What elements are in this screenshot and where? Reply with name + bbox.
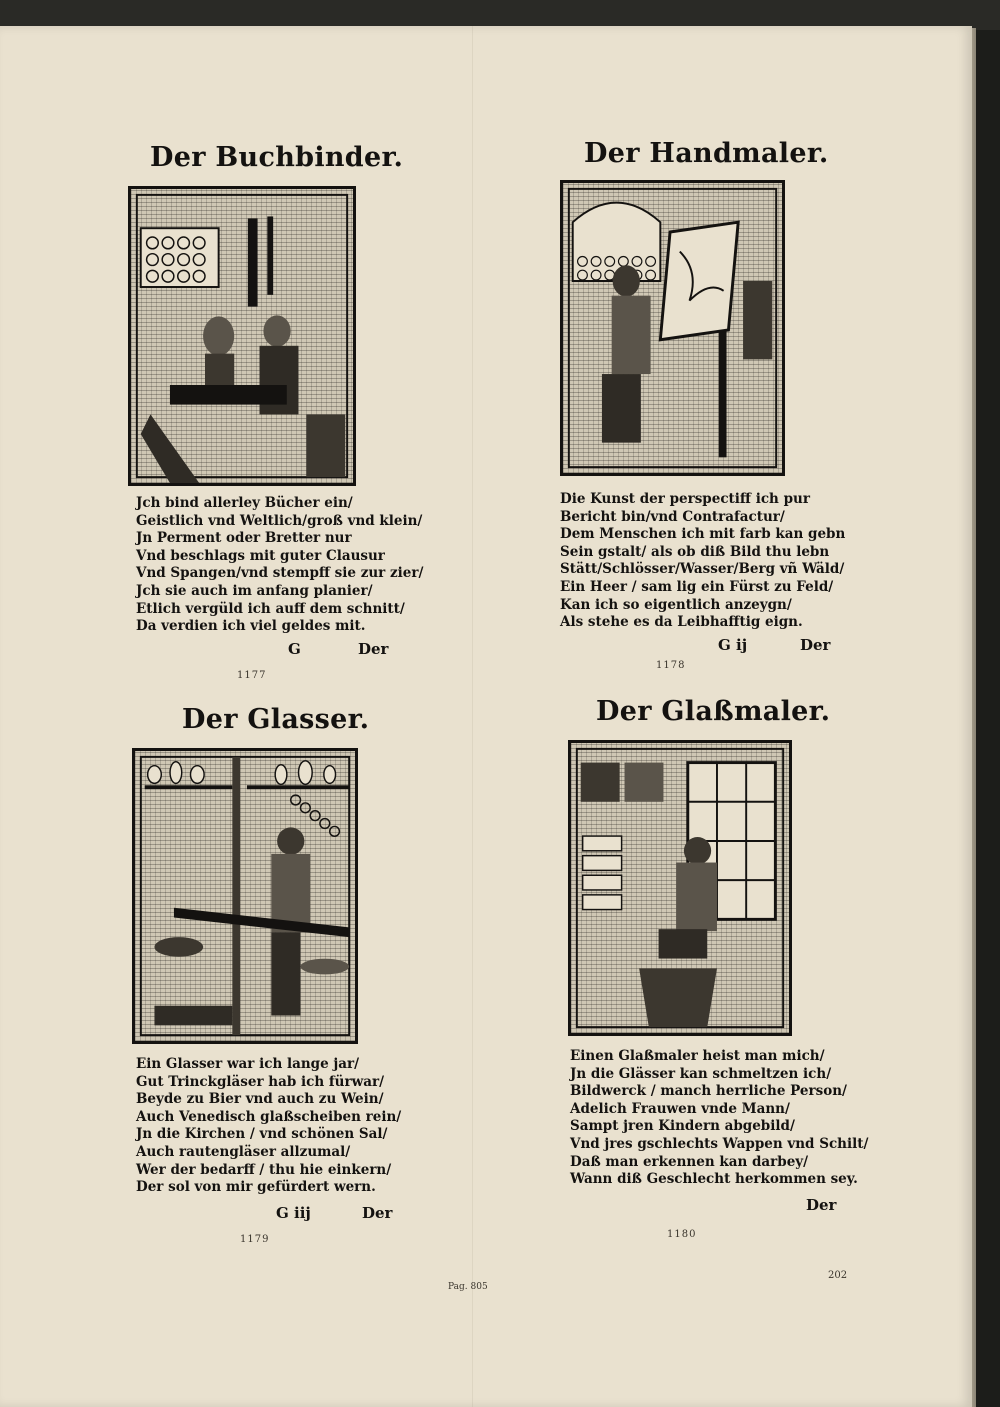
verse-line: Da verdien ich viel geldes mit.: [136, 618, 366, 635]
woodcut-buchbinder-image: [131, 189, 353, 483]
verse-line: Wer der bedarff / thu hie einkern/: [136, 1161, 392, 1178]
verse-line: Ein Heer / sam lig ein Fürst zu Feld/: [560, 578, 834, 595]
panel-title-buchbinder: Der Buchbinder.: [150, 142, 404, 173]
verse-line: Jn die Glässer kan schmeltzen ich/: [570, 1065, 832, 1082]
verse-line: Auch rautengläser allzumal/: [136, 1143, 351, 1160]
verse-line: Als stehe es da Leibhafftig eign.: [560, 614, 803, 631]
verse-line: Bericht bin/vnd Contrafactur/: [560, 508, 785, 525]
verse-line: Auch Venedisch glaßscheiben rein/: [136, 1108, 402, 1125]
verse-line: Die Kunst der perspectiff ich pur: [560, 491, 810, 507]
verse-line: Vnd beschlags mit guter Clausur: [136, 547, 385, 564]
verse-line: Adelich Frauwen vnde Mann/: [570, 1100, 790, 1117]
woodcut-glasser-image: [135, 751, 355, 1041]
verse-line: Sampt jren Kindern abgebild/: [570, 1118, 795, 1135]
catchword: Der: [362, 1204, 393, 1222]
verse-line: Dem Menschen ich mit farb kan gebn: [560, 526, 846, 543]
panel-title-glasser: Der Glasser.: [182, 704, 370, 735]
book-page: [0, 26, 972, 1407]
woodcut-glassmaler: [568, 740, 792, 1036]
verse-line: Einen Glaßmaler heist man mich/: [570, 1048, 825, 1064]
verse-line: Kan ich so eigentlich anzeygn/: [560, 596, 792, 613]
verse-line: Jn Perment oder Bretter nur: [136, 530, 352, 547]
verse-line: Jch bind allerley Bücher ein/: [136, 495, 353, 511]
plate-number: 1177: [237, 670, 267, 681]
verse-line: Vnd jres gschlechts Wappen vnd Schilt/: [570, 1135, 869, 1152]
catchword: Der: [358, 640, 389, 658]
verse-handmaler: [560, 491, 845, 632]
plate-number: 1180: [667, 1229, 697, 1240]
verse-line: Daß man erkennen kan darbey/: [570, 1153, 809, 1170]
plate-number: 1179: [240, 1234, 270, 1245]
panel-title-glassmaler: Der Glaßmaler.: [596, 696, 831, 727]
woodcut-glasser: [132, 748, 358, 1044]
woodcut-handmaler-image: [563, 183, 782, 473]
woodcut-handmaler: [560, 180, 785, 476]
verse-line: Jn die Kirchen / vnd schönen Sal/: [136, 1126, 388, 1143]
verse-glassmaler: [570, 1048, 868, 1189]
verse-line: Bildwerck / manch herrliche Person/: [570, 1083, 847, 1100]
plate-number: 1178: [656, 660, 686, 671]
catchword: Der: [806, 1196, 837, 1214]
woodcut-buchbinder: [128, 186, 356, 486]
page-footer: Pag. 805: [448, 1282, 488, 1292]
signature-mark: G ij: [718, 636, 748, 654]
page-fold: [472, 26, 473, 1407]
signature-mark: G iij: [276, 1204, 311, 1222]
verse-line: Sein gstalt/ als ob diß Bild thu lebn: [560, 543, 830, 560]
catchword: Der: [800, 636, 831, 654]
panel-title-handmaler: Der Handmaler.: [584, 138, 829, 169]
verse-glasser: [136, 1056, 401, 1197]
verse-line: Vnd Spangen/vnd stempff sie zur zier/: [136, 565, 424, 582]
signature-mark: G: [288, 640, 301, 658]
woodcut-glassmaler-image: [571, 743, 789, 1033]
verse-line: Gut Trinckgläser hab ich fürwar/: [136, 1073, 385, 1090]
verse-line: Jch sie auch im anfang planier/: [136, 582, 373, 599]
verse-line: Stätt/Schlösser/Wasser/Berg vñ Wäld/: [560, 561, 845, 578]
verse-buchbinder: [136, 495, 423, 636]
verse-line: Der sol von mir gefürdert wern.: [136, 1179, 376, 1196]
verse-line: Geistlich vnd Weltlich/groß vnd klein/: [136, 512, 423, 529]
verse-line: Wann diß Geschlecht herkommen sey.: [570, 1171, 858, 1188]
page-number: 202: [828, 1270, 848, 1281]
verse-line: Etlich vergüld ich auff dem schnitt/: [136, 600, 405, 617]
verse-line: Ein Glasser war ich lange jar/: [136, 1056, 360, 1072]
verse-line: Beyde zu Bier vnd auch zu Wein/: [136, 1091, 384, 1108]
